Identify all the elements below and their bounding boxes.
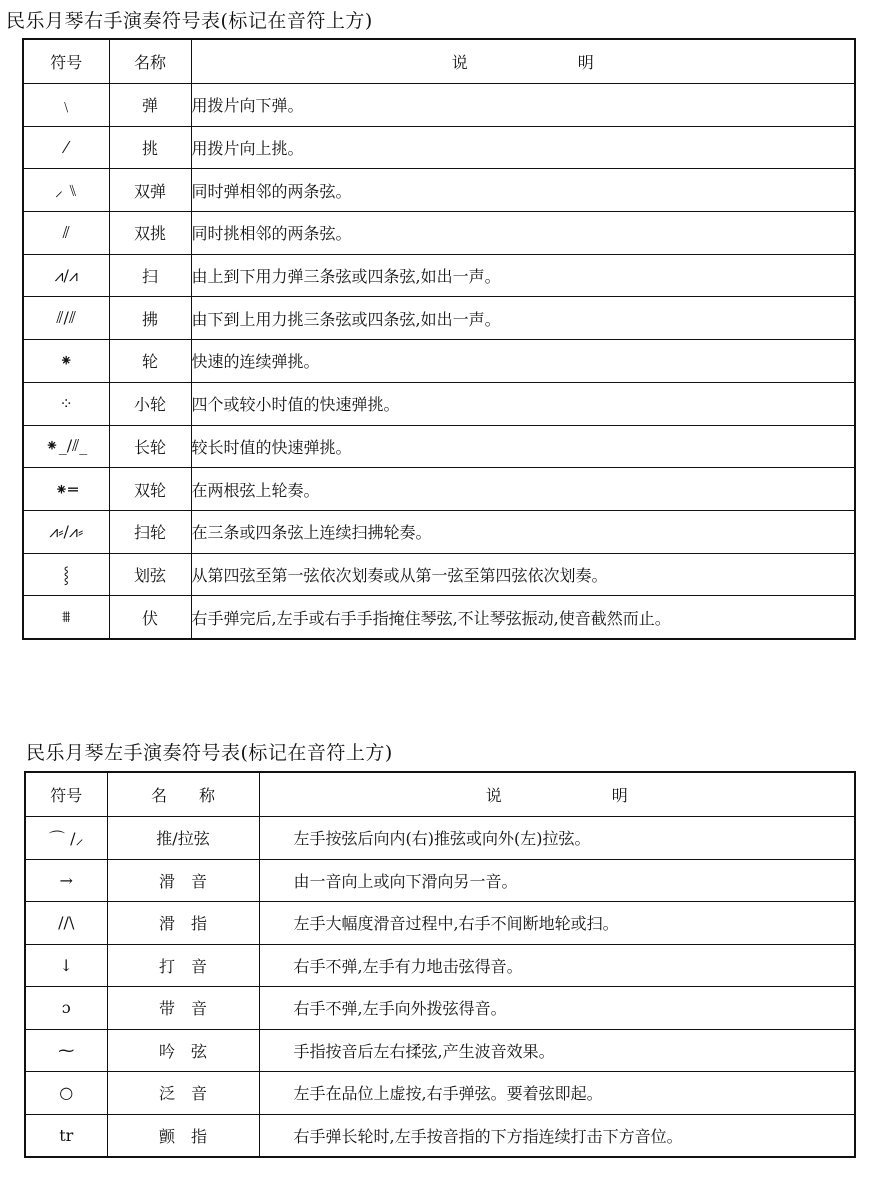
technique-name: 挑 [109, 126, 191, 169]
table-header-row [23, 39, 855, 84]
symbol-icon: ⫽/⫽ [23, 297, 109, 340]
symbol-icon: //\ [25, 902, 107, 945]
table-row [23, 425, 855, 468]
technique-description: 同时弹相邻的两条弦。 [191, 169, 855, 212]
technique-description: 右手弹长轮时,左手按音指的下方指连续打击下方音位。 [259, 1114, 855, 1157]
table-row [25, 859, 855, 902]
symbol-icon: ɔ [25, 987, 107, 1030]
symbol-icon: ⸾ [23, 553, 109, 596]
technique-description: 右手不弹,左手有力地击弦得音。 [259, 944, 855, 987]
technique-name: 滑 指 [107, 902, 259, 945]
symbol-icon: ○ [25, 1072, 107, 1115]
table-row [25, 1029, 855, 1072]
table-row [23, 468, 855, 511]
table-row [23, 382, 855, 425]
symbol-icon: ⁕_/⫽_ [23, 425, 109, 468]
technique-description: 由上到下用力弹三条弦或四条弦,如出一声。 [191, 254, 855, 297]
table-row [23, 510, 855, 553]
symbol-icon: ⸝ ⑊ [23, 169, 109, 212]
symbol-icon: ⁕ [23, 340, 109, 383]
table-row [25, 1114, 855, 1157]
technique-name: 划弦 [109, 553, 191, 596]
symbol-icon: ↓ [25, 944, 107, 987]
technique-name: 滑 音 [107, 859, 259, 902]
table-row [23, 596, 855, 639]
technique-name: 颤 指 [107, 1114, 259, 1157]
technique-name: 伏 [109, 596, 191, 639]
table-row [25, 944, 855, 987]
header-desc-char-1: 说 [451, 53, 468, 72]
header-desc-char-1: 说 [485, 786, 502, 805]
table-row [23, 254, 855, 297]
technique-description: 同时挑相邻的两条弦。 [191, 212, 855, 255]
technique-description: 由下到上用力挑三条弦或四条弦,如出一声。 [191, 297, 855, 340]
technique-name: 小轮 [109, 382, 191, 425]
header-desc-char-2: 明 [611, 786, 628, 805]
technique-name: 双弹 [109, 169, 191, 212]
left-hand-table-title: 民乐月琴左手演奏符号表(标记在音符上方) [26, 742, 393, 764]
technique-description: 左手大幅度滑音过程中,右手不间断地轮或扫。 [259, 902, 855, 945]
table-row [25, 1072, 855, 1115]
technique-description: 用拨片向上挑。 [191, 126, 855, 169]
table-row [23, 212, 855, 255]
header-symbol: 符号 [25, 772, 107, 817]
table-row [23, 340, 855, 383]
technique-name: 带 音 [107, 987, 259, 1030]
symbol-icon: ⩘/⩘ [23, 254, 109, 297]
symbol-icon: ⩩ [23, 596, 109, 639]
technique-description: 由一音向上或向下滑向另一音。 [259, 859, 855, 902]
technique-description: 右手弹完后,左手或右手手指掩住琴弦,不让琴弦振动,使音截然而止。 [191, 596, 855, 639]
table-row [23, 553, 855, 596]
technique-name: 吟 弦 [107, 1029, 259, 1072]
technique-name: 推/拉弦 [107, 817, 259, 860]
technique-name: 扫 [109, 254, 191, 297]
technique-name: 双挑 [109, 212, 191, 255]
table-row [25, 902, 855, 945]
technique-description: 较长时值的快速弹挑。 [191, 425, 855, 468]
technique-name: 弹 [109, 84, 191, 127]
table-row [23, 297, 855, 340]
technique-description: 左手按弦后向内(右)推弦或向外(左)拉弦。 [259, 817, 855, 860]
symbol-icon: ⁘ [23, 382, 109, 425]
header-symbol: 符号 [23, 39, 109, 84]
technique-description: 左手在品位上虚按,右手弹弦。要着弦即起。 [259, 1072, 855, 1115]
right-hand-table-title: 民乐月琴右手演奏符号表(标记在音符上方) [6, 10, 373, 32]
symbol-icon: → [25, 859, 107, 902]
table-row [23, 84, 855, 127]
technique-name: 打 音 [107, 944, 259, 987]
symbol-icon: ⌒ /⸝ [25, 817, 107, 860]
header-description [191, 39, 855, 84]
technique-description: 在三条或四条弦上连续扫拂轮奏。 [191, 510, 855, 553]
symbol-icon: ⁄ [23, 126, 109, 169]
table-row [23, 169, 855, 212]
technique-description: 四个或较小时值的快速弹挑。 [191, 382, 855, 425]
symbol-icon: tr [25, 1114, 107, 1157]
left-hand-symbol-table [24, 771, 856, 1158]
technique-description: 快速的连续弹挑。 [191, 340, 855, 383]
technique-name: 双轮 [109, 468, 191, 511]
technique-name: 长轮 [109, 425, 191, 468]
symbol-icon: ⩘⸗/⩘⸗ [23, 510, 109, 553]
symbol-icon: ﹨ [23, 84, 109, 127]
header-desc-char-2: 明 [577, 53, 594, 72]
table-row [23, 126, 855, 169]
technique-description: 右手不弹,左手向外拨弦得音。 [259, 987, 855, 1030]
technique-name: 拂 [109, 297, 191, 340]
header-name: 名称 [109, 39, 191, 84]
technique-name: 泛 音 [107, 1072, 259, 1115]
symbol-icon: ⫽ [23, 212, 109, 255]
symbol-icon: ⁕═ [23, 468, 109, 511]
table-row [25, 817, 855, 860]
table-row [25, 987, 855, 1030]
technique-name: 扫轮 [109, 510, 191, 553]
right-hand-symbol-table [22, 38, 856, 640]
symbol-icon: ⁓ [25, 1029, 107, 1072]
technique-name: 轮 [109, 340, 191, 383]
technique-description: 在两根弦上轮奏。 [191, 468, 855, 511]
technique-description: 手指按音后左右揉弦,产生波音效果。 [259, 1029, 855, 1072]
technique-description: 从第四弦至第一弦依次划奏或从第一弦至第四弦依次划奏。 [191, 553, 855, 596]
header-name: 名 称 [107, 772, 259, 817]
table-header-row [25, 772, 855, 817]
technique-description: 用拨片向下弹。 [191, 84, 855, 127]
header-description [259, 772, 855, 817]
